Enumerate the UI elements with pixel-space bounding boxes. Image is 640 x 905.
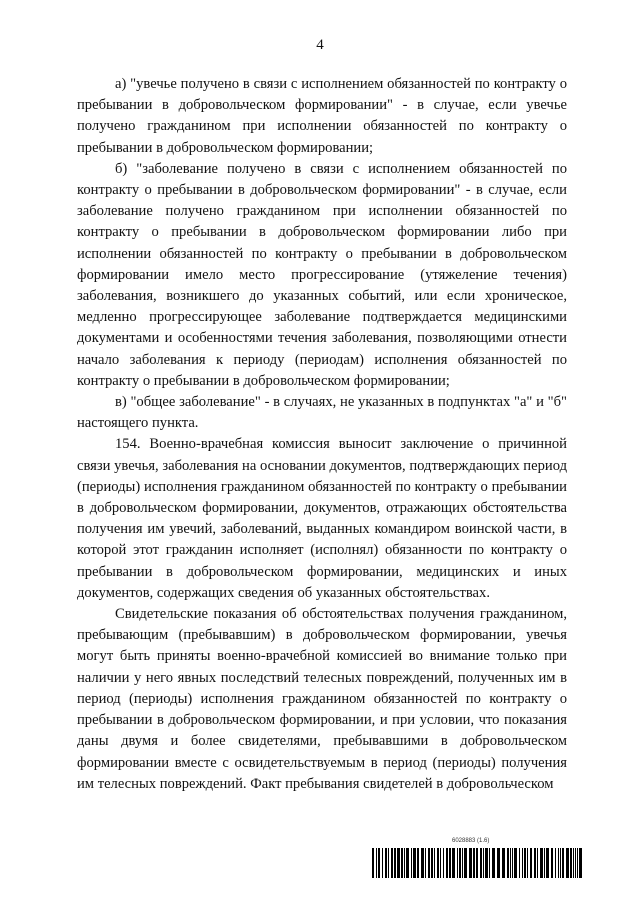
paragraph-154: 154. Военно-врачебная комиссия выносит заключение о причинной связи увечья, заболевания на основании документов, подтверждающих период (периоды) исполнения гражданином обязанностей по контракту о пребывании в добровольческом формировании, документов, отражающих обстоятельства получения им увечий, заболеваний, выданных командиром воинской части, в которой этот гражданин исполняет (исполнял) обязанности по контракту о пребывании в добровольческом формировании, медицинских и иных документов, содержащих сведения об указанных обстоятельствах.	[77, 436, 568, 601]
paragraph-a: а) "увечье получено в связи с исполнением обязанностей по контракту о пребывании в добровольческом формировании" - в случае, если увечье получено гражданином при исполнении обязанностей по контракту о пребывании в добровольческом формировании;	[77, 76, 567, 156]
document-body	[77, 74, 567, 795]
paragraph-witness-testimony: Свидетельские показания об обстоятельствах получения гражданином, пребывающим (пребывавшим) в добровольческом формировании, увечья могут быть приняты военно-врачебной комиссией во внимание только при наличии у него явных последствий телесных повреждений, полученных им в период (периоды) исполнения гражданином обязанностей по контракту о пребывании в добровольческом формировании, и при условии, что показания даны двумя и более свидетелями, пребывавшими в добровольческом формировании вместе с освидетельствуемым в период (периоды) получения им телесных повреждений. Факт пребывания свидетелей в добровольческом	[77, 606, 567, 792]
barcode-caption: 6028883 (1.6)	[452, 838, 490, 844]
barcode-icon	[372, 848, 582, 878]
paragraph-c: в) "общее заболевание" - в случаях, не указанных в подпунктах "а" и "б" настоящего пункта.	[77, 394, 567, 432]
page-number: 4	[316, 37, 324, 53]
document-barcode	[372, 838, 582, 878]
paragraph-b: б) "заболевание получено в связи с исполнением обязанностей по контракту о пребывании в добровольческом формировании" - в случае, если заболевание получено гражданином при исполнении обязанностей по контракту о пребывании в добровольческом формировании либо при исполнении обязанностей по контракту о пребывании в добровольческом формировании имело место прогрессирование (утяжеление течения) заболевания, возникшего до указанных событий, или если хроническое, медленно прогрессирующее заболевание подтверждается медицинскими документами и особенностями течения заболевания, позволяющими отнести начало заболевания к периоду (периодам) исполнения обязанностей по контракту о пребывании в добровольческом формировании;	[77, 160, 567, 389]
